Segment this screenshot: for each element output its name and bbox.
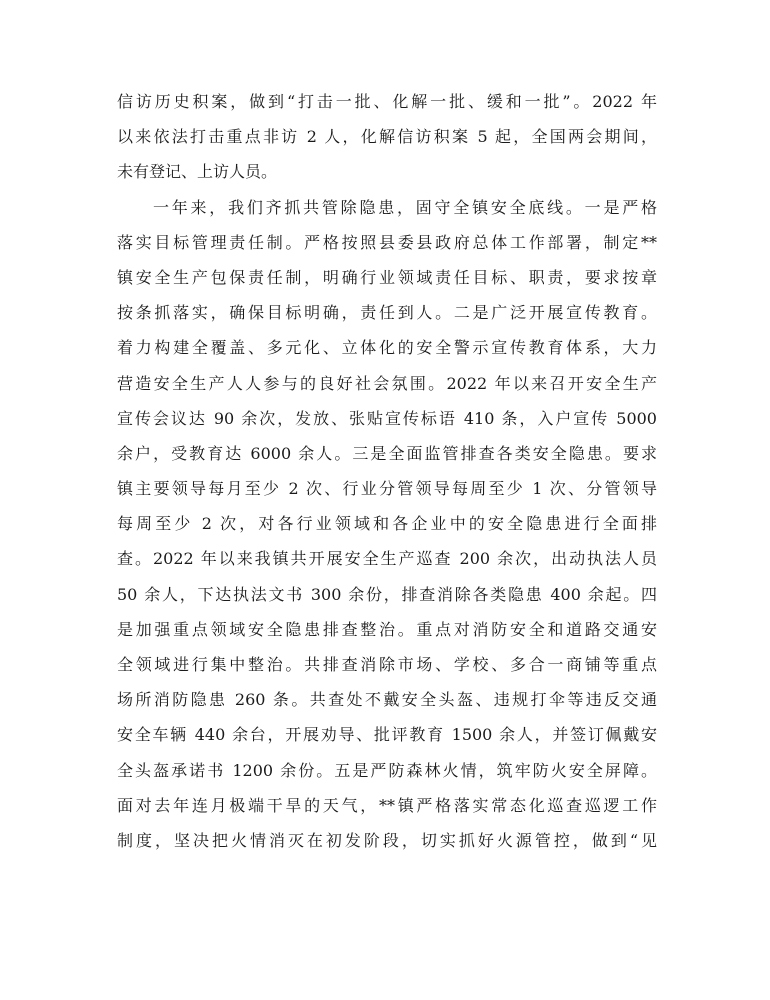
text-line: 场所消防隐患 260 条。共查处不戴安全头盔、违规打伞等违反交通 [117, 690, 657, 710]
text-line: 按条抓落实，确保目标明确，责任到人。二是广泛开展宣传教育。 [117, 303, 657, 323]
text-line: 安全车辆 440 余台，开展劝导、批评教育 1500 余人，并签订佩戴安 [117, 725, 657, 745]
text-line: 落实目标管理责任制。严格按照县委县政府总体工作部署，制定** [117, 232, 657, 252]
text-line: 以来依法打击重点非访 2 人，化解信访积案 5 起，全国两会期间， [117, 127, 657, 147]
paragraph-2 [117, 190, 657, 859]
text-line: 每周至少 2 次，对各行业领域和各企业中的安全隐患进行全面排 [117, 514, 657, 534]
text-line: 是加强重点领域安全隐患排查整治。重点对消防安全和道路交通安 [117, 619, 657, 639]
text-line: 全头盔承诺书 1200 余份。五是严防森林火情，筑牢防火安全屏障。 [117, 760, 657, 780]
text-line: 着力构建全覆盖、多元化、立体化的安全警示宣传教育体系，大力 [117, 338, 657, 358]
text-line: 50 余人，下达执法文书 300 余份，排查消除各类隐患 400 余起。四 [117, 584, 657, 604]
text-line: 宣传会议达 90 余次，发放、张贴宣传标语 410 条，入户宣传 5000 [117, 408, 657, 428]
text-line: 镇安全生产包保责任制，明确行业领域责任目标、职责，要求按章 [117, 267, 657, 287]
text-line: 镇主要领导每月至少 2 次、行业分管领导每周至少 1 次、分管领导 [117, 479, 657, 499]
text-line: 信访历史积案，做到“打击一批、化解一批、缓和一批”。2022 年 [117, 92, 657, 111]
text-line: 营造安全生产人人参与的良好社会氛围。2022 年以来召开安全生产 [117, 373, 657, 393]
document-body [117, 84, 657, 858]
text-line: 面对去年连月极端干旱的天气，**镇严格落实常态化巡查巡逻工作 [117, 795, 657, 815]
text-line: 制度，坚决把火情消灭在初发阶段，切实抓好火源管控，做到“见 [117, 830, 657, 850]
text-line: 全领域进行集中整治。共排查消除市场、学校、多合一商铺等重点 [117, 655, 657, 674]
text-line: 查。2022 年以来我镇共开展安全生产巡查 200 余次，出动执法人员 [117, 549, 657, 569]
text-line: 余户，受教育达 6000 余人。三是全面监管排查各类安全隐患。要求 [117, 443, 657, 463]
text-line: 未有登记、上访人员。 [117, 162, 278, 182]
text-line: 一年来，我们齐抓共管除隐患，固守全镇安全底线。一是严格 [153, 197, 657, 217]
paragraph-1 [117, 84, 657, 190]
